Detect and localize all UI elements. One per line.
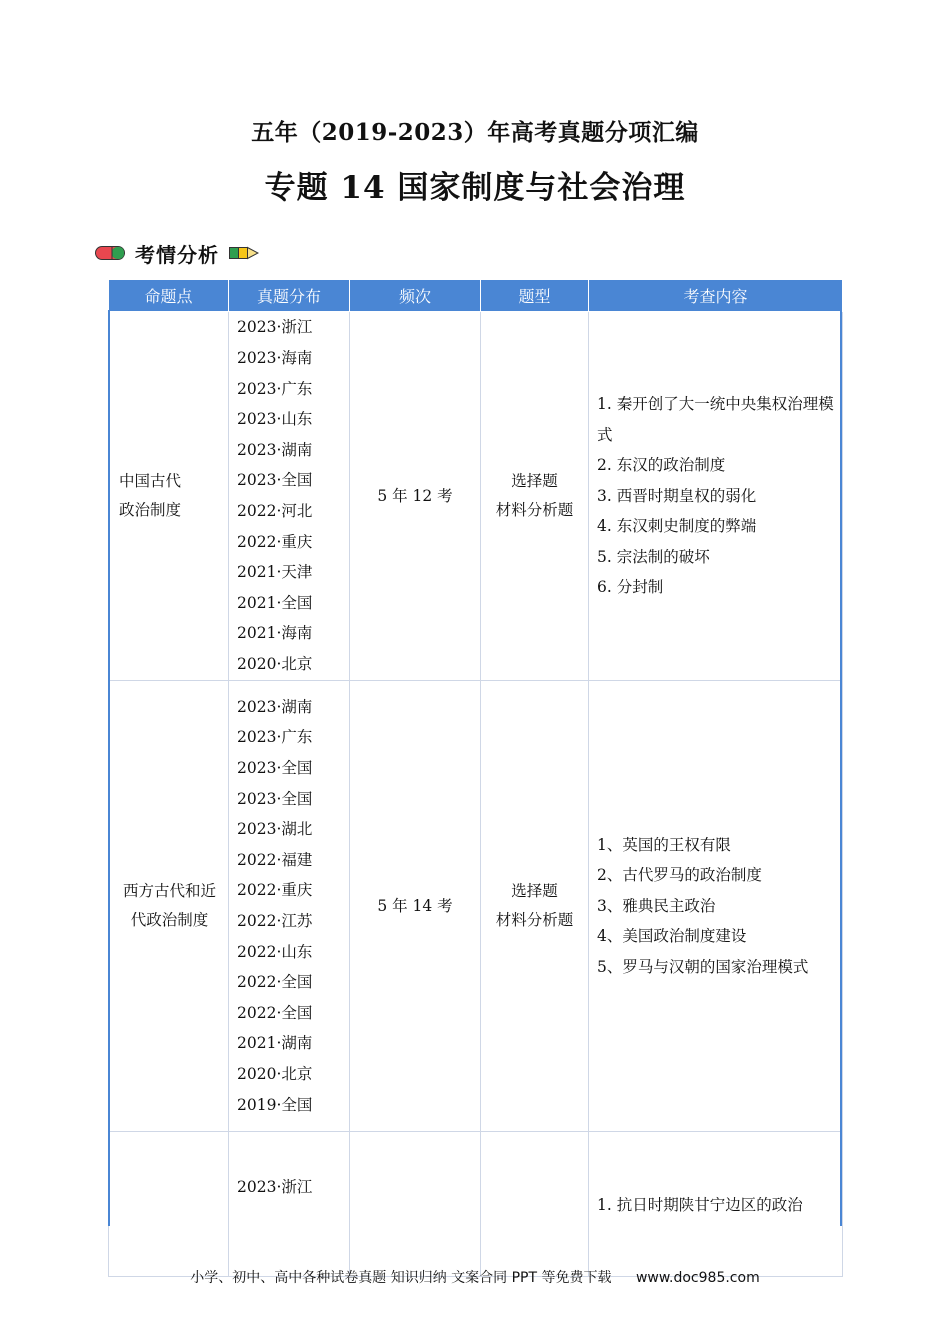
- year-item: 2022·河北: [237, 502, 313, 520]
- year-item: 2022·山东: [237, 942, 313, 961]
- column-header-distribution: 真题分布: [229, 280, 350, 312]
- frequency-cell: [350, 1132, 481, 1277]
- table-row: [109, 1132, 843, 1277]
- year-item: 2021·天津: [237, 563, 313, 582]
- topic-line: 西方古代和近: [122, 882, 216, 900]
- year-item: 2023·浙江: [237, 1178, 313, 1196]
- years-cell: [229, 312, 350, 681]
- footer-url-link[interactable]: www.doc985.com: [635, 1270, 760, 1286]
- question-type-cell: [481, 1132, 589, 1277]
- question-type-line: 材料分析题: [495, 501, 574, 519]
- year-item: 2023·湖北: [237, 820, 313, 839]
- question-type-line: 材料分析题: [495, 911, 574, 929]
- year-item: 2019·全国: [237, 1095, 313, 1114]
- year-item: 2023·全国: [237, 759, 313, 778]
- year-item: 2023·浙江: [237, 318, 313, 337]
- question-type-line: 选择题: [511, 882, 558, 900]
- content-item: 1、英国的王权有限: [597, 835, 731, 854]
- frequency-cell: 5 年 12 考: [350, 312, 481, 681]
- topic-line: 中国古代: [119, 472, 182, 490]
- column-header-frequency: 频次: [350, 280, 481, 312]
- content-item: 3、雅典民主政治: [597, 896, 716, 915]
- page-footer: [0, 1267, 950, 1287]
- topic-cell: [109, 681, 229, 1132]
- column-header-content: 考查内容: [589, 280, 843, 312]
- footer-text: 小学、初中、高中各种试卷真题 知识归纳 文案合同 PPT 等免费下载: [190, 1270, 612, 1286]
- content-cell: [589, 681, 843, 1132]
- question-type-cell: [481, 681, 589, 1132]
- topic-line: 代政治制度: [130, 911, 209, 929]
- year-item: 2023·海南: [237, 349, 313, 368]
- content-item: 3. 西晋时期皇权的弱化: [597, 486, 757, 505]
- table-header-row: [109, 280, 843, 312]
- content-item: 1. 秦开创了大一统中央集权治理模式: [597, 394, 834, 444]
- year-item: 2020·北京: [237, 654, 313, 673]
- year-item: 2020·北京: [237, 1064, 313, 1083]
- exam-analysis-table: [108, 279, 843, 1277]
- pencil-icon: [229, 245, 259, 261]
- content-item: 5、罗马与汉朝的国家治理模式: [597, 957, 809, 976]
- content-item: 2. 东汉的政治制度: [597, 456, 726, 475]
- year-item: 2022·重庆: [237, 881, 313, 900]
- year-item: 2023·湖南: [237, 440, 313, 459]
- year-item: 2021·海南: [237, 624, 313, 643]
- topic-line: 政治制度: [119, 501, 182, 519]
- years-cell: [229, 681, 350, 1132]
- table-row: [109, 681, 843, 1132]
- document-title: 专题 14 国家制度与社会治理: [264, 170, 686, 206]
- year-item: 2023·广东: [237, 379, 313, 398]
- content-item: 1. 抗日时期陕甘宁边区的政治: [597, 1196, 803, 1214]
- topic-cell: [109, 1132, 229, 1277]
- year-item: 2023·广东: [237, 728, 313, 747]
- year-item: 2022·福建: [237, 850, 313, 869]
- year-item: 2023·湖南: [237, 697, 313, 716]
- column-header-topic: 命题点: [109, 280, 229, 312]
- column-header-question-type: 题型: [481, 280, 589, 312]
- topic-cell: [109, 312, 229, 681]
- content-item: 4. 东汉刺史制度的弊端: [597, 517, 757, 536]
- year-item: 2023·山东: [237, 410, 313, 429]
- year-item: 2022·江苏: [237, 912, 313, 930]
- content-item: 2、古代罗马的政治制度: [597, 866, 762, 885]
- year-item: 2022·重庆: [237, 532, 313, 551]
- year-item: 2022·全国: [237, 1003, 313, 1022]
- section-header: [95, 238, 259, 268]
- year-item: 2023·全国: [237, 789, 313, 808]
- section-title: 考情分析: [135, 242, 219, 267]
- content-cell: [589, 1132, 843, 1277]
- years-cell: [229, 1132, 350, 1277]
- question-type-cell: [481, 312, 589, 681]
- content-item: 5. 宗法制的破坏: [597, 547, 710, 566]
- pill-icon: [95, 246, 125, 260]
- table-row: [109, 312, 843, 681]
- year-item: 2021·全国: [237, 593, 313, 612]
- frequency-cell: 5 年 14 考: [350, 681, 481, 1132]
- table-left-border: [108, 310, 110, 1226]
- content-item: 6. 分封制: [597, 578, 664, 597]
- question-type-line: 选择题: [511, 472, 558, 490]
- year-item: 2021·湖南: [237, 1034, 313, 1053]
- content-cell: [589, 312, 843, 681]
- table-right-border: [840, 310, 842, 1226]
- year-item: 2022·全国: [237, 973, 313, 992]
- year-item: 2023·全国: [237, 471, 313, 490]
- content-item: 4、美国政治制度建设: [597, 927, 747, 946]
- document-subtitle: 五年（2019-2023）年高考真题分项汇编: [251, 119, 699, 146]
